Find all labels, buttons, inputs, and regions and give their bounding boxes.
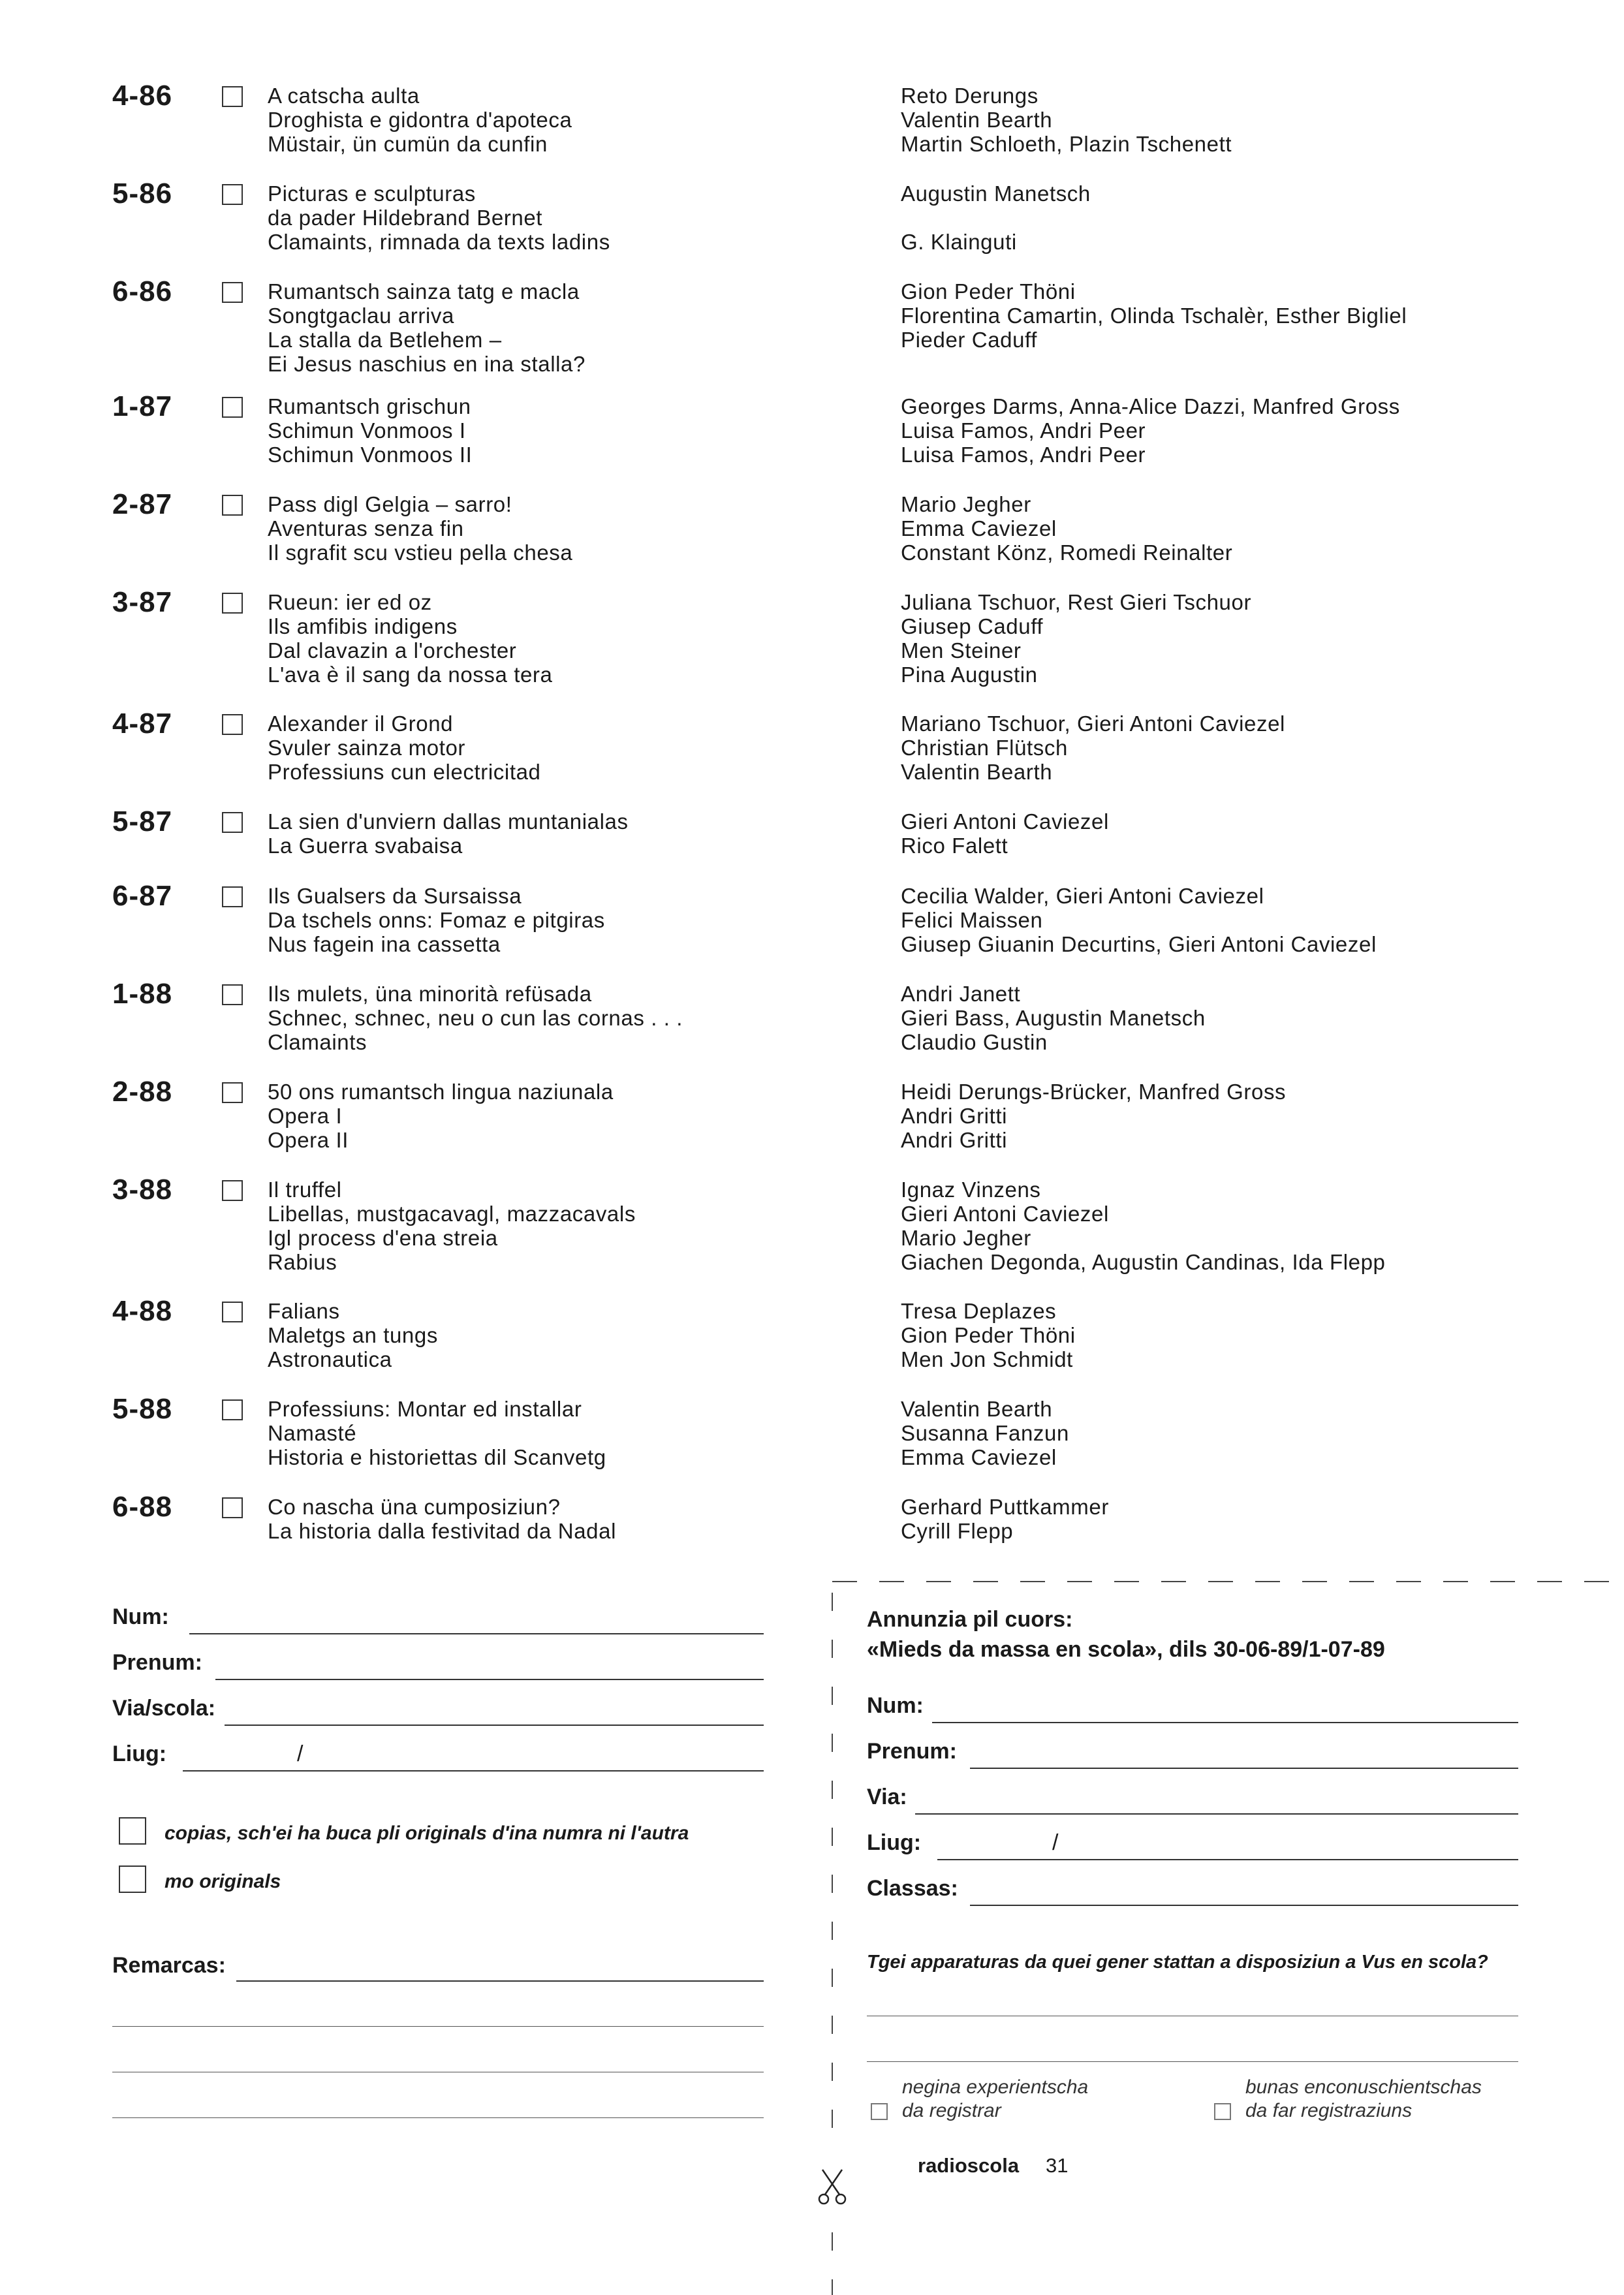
issue-author: Valentin Bearth	[901, 1397, 1053, 1421]
issue-authors	[901, 1178, 1593, 1274]
issue-author: Mario Jegher	[901, 1226, 1031, 1250]
issue-title: Schnec, schnec, neu o cun las cornas . . .	[268, 1006, 683, 1030]
issue-number: 5-86	[112, 178, 173, 210]
issue-titles	[268, 711, 855, 784]
course-prenum-field[interactable]	[970, 1768, 1518, 1769]
liug-label: Liug:	[112, 1741, 167, 1766]
issue-titles	[268, 809, 855, 858]
course-via-field[interactable]	[915, 1813, 1518, 1815]
issue-checkbox[interactable]	[222, 184, 243, 205]
issue-title: Schimun Vonmoos II	[268, 443, 473, 467]
issue-number: 1-87	[112, 390, 173, 422]
issue-titles	[268, 1299, 855, 1371]
course-liug-label: Liug:	[867, 1830, 922, 1855]
issue-authors	[901, 1495, 1593, 1543]
option-a-checkbox[interactable]	[871, 2103, 888, 2120]
issue-checkbox[interactable]	[222, 812, 243, 833]
issue-authors	[901, 181, 1593, 254]
issue-checkbox[interactable]	[222, 984, 243, 1005]
issue-author: Claudio Gustin	[901, 1030, 1048, 1054]
prenum-label: Prenum:	[112, 1650, 202, 1675]
equipment-question: Tgei apparaturas da quei gener stattan a disposiziun a Vus en scola?	[867, 1952, 1488, 1973]
issue-author: Cecilia Walder, Gieri Antoni Caviezel	[901, 884, 1264, 908]
issue-author: Gion Peder Thöni	[901, 1323, 1076, 1347]
issue-titles	[268, 394, 855, 467]
issue-checkbox[interactable]	[222, 1180, 243, 1201]
issue-title: Rumantsch grischun	[268, 394, 471, 418]
originals-checkbox[interactable]	[119, 1866, 146, 1893]
issue-title: La Guerra svabaisa	[268, 834, 463, 858]
issue-author: Luisa Famos, Andri Peer	[901, 418, 1146, 443]
issue-title: L'ava è il sang da nossa tera	[268, 663, 553, 687]
via-scola-field[interactable]	[225, 1725, 764, 1726]
issue-number: 4-88	[112, 1295, 173, 1327]
issue-checkbox[interactable]	[222, 282, 243, 303]
issue-title: Nus fagein ina cassetta	[268, 932, 501, 956]
issue-title: Da tschels onns: Fomaz e pitgiras	[268, 908, 605, 932]
issue-author: Luisa Famos, Andri Peer	[901, 443, 1146, 467]
issue-title: Falians	[268, 1299, 340, 1323]
scissors-icon	[817, 2168, 847, 2208]
issue-number: 4-86	[112, 80, 173, 112]
issue-authors	[901, 884, 1593, 956]
issue-title: Picturas e sculpturas	[268, 181, 476, 206]
issue-title: Opera II	[268, 1128, 349, 1152]
issue-title: Historia e historiettas dil Scanvetg	[268, 1445, 606, 1469]
issue-checkbox[interactable]	[222, 1302, 243, 1322]
issue-author: Mariano Tschuor, Gieri Antoni Caviezel	[901, 711, 1285, 736]
issue-titles	[268, 1397, 855, 1469]
issue-authors	[901, 394, 1593, 467]
issue-titles	[268, 982, 855, 1054]
issue-number: 5-88	[112, 1393, 173, 1425]
course-prenum-label: Prenum:	[867, 1739, 957, 1764]
option-b-checkbox[interactable]	[1214, 2103, 1231, 2120]
issue-title: Maletgs an tungs	[268, 1323, 438, 1347]
issue-number: 1-88	[112, 978, 173, 1010]
course-liug-field[interactable]	[937, 1859, 1518, 1860]
issue-checkbox[interactable]	[222, 593, 243, 614]
issue-author: Christian Flütsch	[901, 736, 1068, 760]
issue-author: Georges Darms, Anna-Alice Dazzi, Manfred Gross	[901, 394, 1400, 418]
issue-number: 6-87	[112, 880, 173, 912]
issue-author: Andri Janett	[901, 982, 1021, 1006]
issue-author: Constant Könz, Romedi Reinalter	[901, 540, 1233, 565]
liug-field[interactable]	[183, 1770, 764, 1772]
issue-author	[901, 206, 1593, 230]
issue-authors	[901, 1080, 1593, 1152]
issue-author: Gerhard Puttkammer	[901, 1495, 1109, 1519]
equipment-answer-line[interactable]	[867, 2061, 1518, 2062]
course-via-label: Via:	[867, 1785, 907, 1809]
issue-title: A catscha aulta	[268, 84, 420, 108]
issue-titles	[268, 492, 855, 565]
course-liug-slash: /	[1052, 1830, 1059, 1855]
issue-title: Alexander il Grond	[268, 711, 454, 736]
issue-number: 3-87	[112, 586, 173, 618]
issue-author: Andri Gritti	[901, 1104, 1008, 1128]
issue-authors	[901, 492, 1593, 565]
issue-checkbox[interactable]	[222, 397, 243, 418]
issue-title: La stalla da Betlehem –	[268, 328, 502, 352]
liug-slash: /	[297, 1741, 304, 1766]
issue-authors	[901, 809, 1593, 858]
issue-authors	[901, 1299, 1593, 1371]
issue-author: Martin Schloeth, Plazin Tschenett	[901, 132, 1232, 156]
num-field[interactable]	[189, 1633, 764, 1634]
issue-authors	[901, 982, 1593, 1054]
issue-authors	[901, 711, 1593, 784]
issue-title: Songtgaclau arriva	[268, 304, 454, 328]
issue-title: Dal clavazin a l'orchester	[268, 638, 517, 663]
issue-author: Pina Augustin	[901, 663, 1038, 687]
issue-title: da pader Hildebrand Bernet	[268, 206, 543, 230]
issue-title: Müstair, ün cumün da cunfin	[268, 132, 548, 156]
issue-title: Droghista e gidontra d'apoteca	[268, 108, 572, 132]
page-number: 31	[1046, 2154, 1069, 2177]
issue-author: Cyrill Flepp	[901, 1519, 1014, 1543]
issue-authors	[901, 590, 1593, 687]
issue-author: Reto Derungs	[901, 84, 1038, 108]
issue-titles	[268, 1178, 855, 1274]
issue-author: Gion Peder Thöni	[901, 279, 1076, 304]
remarks-line[interactable]	[112, 2026, 764, 2027]
issue-checkbox[interactable]	[222, 86, 243, 107]
issue-author: Giachen Degonda, Augustin Candinas, Ida Flepp	[901, 1250, 1386, 1274]
issue-author: Mario Jegher	[901, 492, 1031, 516]
issue-author: Valentin Bearth	[901, 760, 1053, 784]
issue-checkbox[interactable]	[222, 1497, 243, 1518]
option-a-line1: negina experientscha	[902, 2076, 1089, 2098]
issue-titles	[268, 590, 855, 687]
issue-authors	[901, 84, 1593, 156]
course-title: Annunzia pil cuors:	[867, 1607, 1073, 1632]
issue-titles	[268, 1495, 855, 1543]
issue-checkbox[interactable]	[222, 1399, 243, 1420]
issue-author: Juliana Tschuor, Rest Gieri Tschuor	[901, 590, 1252, 614]
issue-title: La historia dalla festivitad da Nadal	[268, 1519, 617, 1543]
course-num-label: Num:	[867, 1693, 924, 1718]
issue-titles	[268, 279, 855, 376]
issue-title: Rabius	[268, 1250, 337, 1274]
cut-line-horizontal	[832, 1580, 1624, 1584]
issue-title: Ei Jesus naschius en ina stalla?	[268, 352, 586, 376]
issue-author: Pieder Caduff	[901, 328, 1037, 352]
issue-title: Ils amfibis indigens	[268, 614, 458, 638]
issue-checkbox[interactable]	[222, 1082, 243, 1103]
issue-title: Clamaints, rimnada da texts ladins	[268, 230, 610, 254]
num-label: Num:	[112, 1604, 169, 1629]
issue-title: Ils mulets, üna minorità refüsada	[268, 982, 592, 1006]
prenum-field[interactable]	[215, 1679, 764, 1680]
issue-author: Heidi Derungs-Brücker, Manfred Gross	[901, 1080, 1287, 1104]
copies-checkbox[interactable]	[119, 1817, 146, 1845]
issue-titles	[268, 84, 855, 156]
issue-author: Augustin Manetsch	[901, 181, 1091, 206]
copies-option-label: copias, sch'ei ha buca pli originals d'ina numra ni l'autra	[164, 1822, 689, 1844]
issue-number: 2-88	[112, 1076, 173, 1108]
issue-number: 6-86	[112, 275, 173, 307]
issue-author: Tresa Deplazes	[901, 1299, 1057, 1323]
issue-title: Rumantsch sainza tatg e macla	[268, 279, 580, 304]
option-b-line2: da far registraziuns	[1245, 2100, 1413, 2121]
course-classas-label: Classas:	[867, 1876, 958, 1901]
issue-title: Schimun Vonmoos I	[268, 418, 466, 443]
issue-titles	[268, 1080, 855, 1152]
issue-title: Aventuras senza fin	[268, 516, 464, 540]
issue-number: 5-87	[112, 805, 173, 837]
via-scola-label: Via/scola:	[112, 1696, 216, 1721]
issue-number: 3-88	[112, 1174, 173, 1206]
issue-author: Rico Falett	[901, 834, 1008, 858]
issue-author: Gieri Antoni Caviezel	[901, 1202, 1109, 1226]
course-subtitle: «Mieds da massa en scola», dils 30-06-89/1-07-89	[867, 1637, 1385, 1662]
issue-authors	[901, 279, 1593, 352]
issue-titles	[268, 884, 855, 956]
issue-author: Emma Caviezel	[901, 1445, 1057, 1469]
issue-author: G. Klainguti	[901, 230, 1017, 254]
course-num-field[interactable]	[932, 1722, 1518, 1723]
issue-author: Ignaz Vinzens	[901, 1178, 1041, 1202]
issue-authors	[901, 1397, 1593, 1469]
remarks-label: Remarcas:	[112, 1953, 226, 1978]
issue-checkbox[interactable]	[222, 495, 243, 516]
issue-title: 50 ons rumantsch lingua naziunala	[268, 1080, 614, 1104]
issue-number: 6-88	[112, 1491, 173, 1523]
issue-author: Gieri Bass, Augustin Manetsch	[901, 1006, 1206, 1030]
issue-author: Felici Maissen	[901, 908, 1043, 932]
footer-brand: radioscola	[918, 2154, 1020, 2177]
issue-author: Emma Caviezel	[901, 516, 1057, 540]
issue-author: Florentina Camartin, Olinda Tschalèr, Esther Bigliel	[901, 304, 1407, 328]
remarks-line[interactable]	[112, 2117, 764, 2118]
issue-title: Pass digl Gelgia – sarro!	[268, 492, 512, 516]
issue-number: 2-87	[112, 488, 173, 520]
issue-titles	[268, 181, 855, 254]
issue-title: Il truffel	[268, 1178, 342, 1202]
issue-author: Gieri Antoni Caviezel	[901, 809, 1109, 834]
option-b-line1: bunas enconuschientschas	[1245, 2076, 1482, 2098]
course-classas-field[interactable]	[970, 1905, 1518, 1906]
issue-author: Susanna Fanzun	[901, 1421, 1069, 1445]
issue-title: Opera I	[268, 1104, 343, 1128]
issue-checkbox[interactable]	[222, 886, 243, 907]
issue-title: La sien d'unviern dallas muntanialas	[268, 809, 629, 834]
issue-author: Giusep Giuanin Decurtins, Gieri Antoni Caviezel	[901, 932, 1377, 956]
issue-title: Astronautica	[268, 1347, 392, 1371]
issue-title: Il sgrafit scu vstieu pella chesa	[268, 540, 573, 565]
issue-title: Svuler sainza motor	[268, 736, 466, 760]
option-a-line2: da registrar	[902, 2100, 1001, 2121]
issue-author: Valentin Bearth	[901, 108, 1053, 132]
issue-author: Men Jon Schmidt	[901, 1347, 1073, 1371]
issue-title: Professiuns cun electricitad	[268, 760, 541, 784]
issue-author: Men Steiner	[901, 638, 1022, 663]
issue-title: Professiuns: Montar ed installar	[268, 1397, 582, 1421]
issue-number: 4-87	[112, 708, 173, 740]
issue-title: Namasté	[268, 1421, 357, 1445]
issue-title: Igl process d'ena streia	[268, 1226, 498, 1250]
issue-title: Libellas, mustgacavagl, mazzacavals	[268, 1202, 636, 1226]
issue-checkbox[interactable]	[222, 714, 243, 735]
originals-option-label: mo originals	[164, 1871, 281, 1892]
issue-author: Andri Gritti	[901, 1128, 1008, 1152]
issue-title: Co nascha üna cumposiziun?	[268, 1495, 561, 1519]
remarks-field[interactable]	[236, 1980, 764, 1982]
issue-author: Giusep Caduff	[901, 614, 1044, 638]
issue-title: Rueun: ier ed oz	[268, 590, 432, 614]
issue-title: Clamaints	[268, 1030, 367, 1054]
issue-title: Ils Gualsers da Sursaissa	[268, 884, 522, 908]
